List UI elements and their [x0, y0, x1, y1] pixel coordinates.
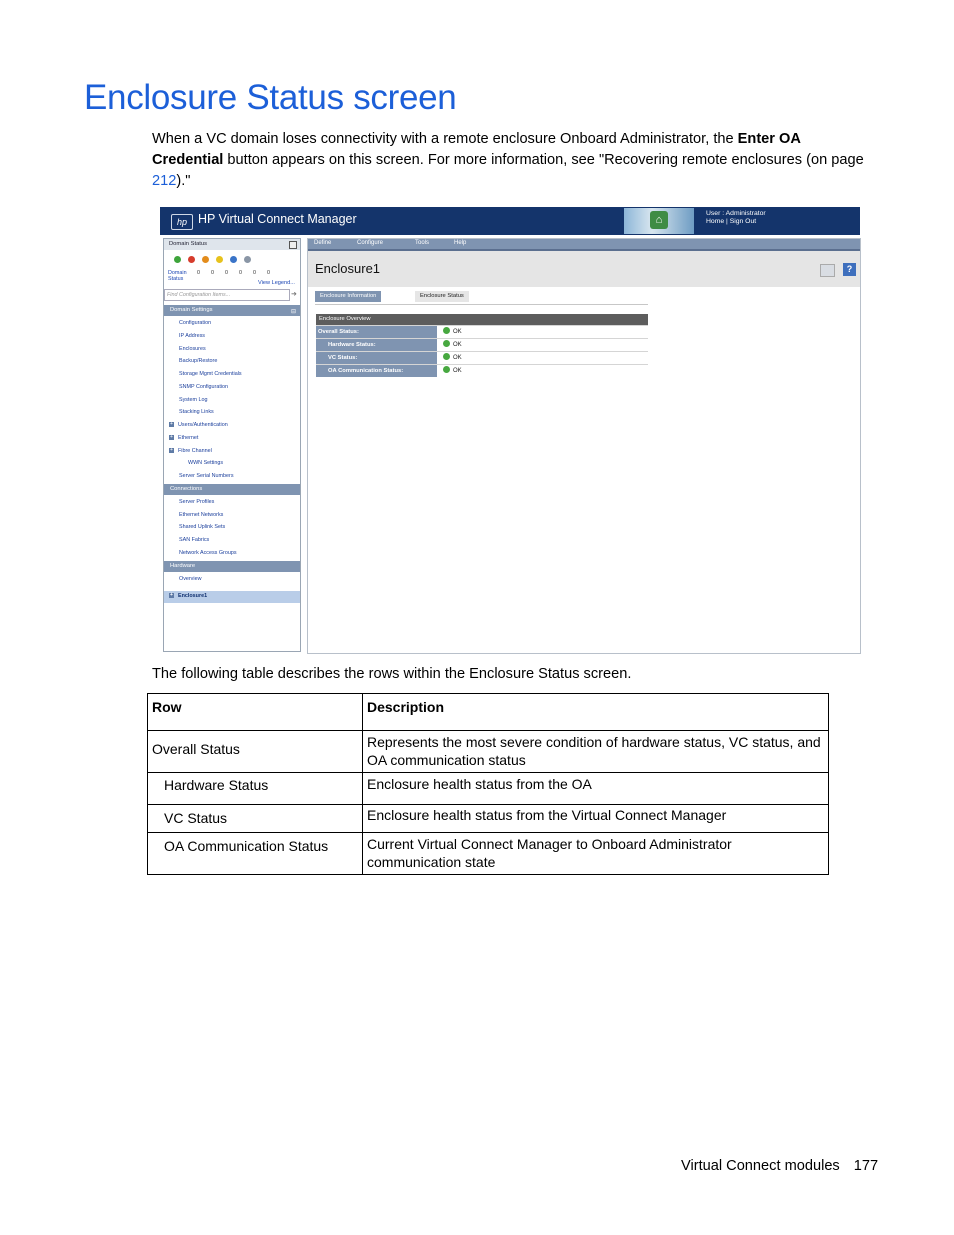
overview-header [316, 314, 648, 325]
table-row [148, 805, 829, 833]
table-header-row [148, 694, 829, 731]
overview-row [316, 338, 648, 351]
tree-item[interactable]: + Users/Authentication [169, 422, 228, 428]
page-reference-link[interactable]: 212 [152, 173, 177, 189]
row-description: Current Virtual Connect Manager to Onboard Administrator communication state [363, 833, 829, 875]
section-label: Domain Settings [170, 307, 213, 313]
main-panel [307, 238, 861, 654]
overview-row [316, 351, 648, 364]
overview-row [316, 364, 648, 377]
overview-row [316, 325, 648, 338]
ok-status-value: OK [438, 339, 462, 351]
domain-status-link[interactable]: Domain Status [168, 270, 187, 282]
nav-item[interactable]: System Log [179, 397, 208, 403]
menu-help[interactable]: Help [454, 240, 467, 246]
row-name: VC Status [148, 805, 363, 833]
section-label: Hardware [170, 563, 196, 569]
app-title: HP Virtual Connect Manager [198, 212, 357, 226]
row-description: Enclosure health status from the Virtual Connect Manager [363, 805, 829, 833]
page-title: Enclosure Status screen [84, 78, 457, 117]
vc-manager-screenshot [160, 207, 860, 654]
tab-enclosure-information[interactable]: Enclosure Information [315, 291, 381, 302]
domain-status-header [164, 239, 300, 250]
intro-text: When a VC domain loses connectivity with a remote enclosure Onboard Administrator, the [152, 131, 738, 147]
warning-status-icon [216, 256, 223, 263]
nav-item[interactable]: Overview [179, 576, 202, 582]
find-go-icon[interactable]: ➜ [291, 291, 297, 298]
menu-bar [308, 239, 860, 251]
nav-item[interactable]: IP Address [179, 333, 205, 339]
nav-item[interactable]: Configuration [179, 320, 212, 326]
ok-status-value: OK [438, 365, 462, 377]
user-label: User : Administrator [706, 210, 766, 217]
count-warning: 0 [239, 270, 242, 276]
intro-paragraph [152, 129, 874, 192]
nav-item[interactable]: Storage Mgmt Credentials [179, 371, 242, 377]
tab-divider [315, 304, 648, 305]
status-rows-table [147, 693, 829, 875]
sidebar [163, 238, 301, 652]
table-row [148, 773, 829, 805]
table-caption: The following table describes the rows within the Enclosure Status screen. [152, 666, 632, 682]
row-name: Hardware Status [148, 773, 363, 805]
count-unknown: 0 [267, 270, 270, 276]
overview-label: Hardware Status: [316, 339, 437, 351]
info-status-icon [230, 256, 237, 263]
row-name: OA Communication Status [148, 833, 363, 875]
section-hardware[interactable] [164, 561, 300, 572]
domain-status-label: Domain Status [169, 241, 208, 247]
header-banner-image [624, 208, 694, 234]
nav-item[interactable]: Enclosures [179, 346, 206, 352]
menu-define[interactable]: Define [314, 240, 332, 246]
overview-label: VC Status: [316, 352, 437, 364]
section-connections[interactable] [164, 484, 300, 495]
nav-item[interactable]: SAN Fabrics [179, 537, 210, 543]
overview-label: Overall Status: [316, 326, 437, 338]
enclosure-title: Enclosure1 [315, 261, 381, 276]
print-icon[interactable] [820, 264, 835, 277]
nav-item[interactable]: Network Access Groups [179, 550, 237, 556]
find-config-input[interactable]: Find Configuration Items... [164, 289, 290, 301]
nav-item[interactable]: WWN Settings [188, 460, 224, 466]
count-major: 0 [225, 270, 228, 276]
intro-text-end: )." [176, 173, 191, 189]
critical-status-icon [188, 256, 195, 263]
nav-item[interactable]: Backup/Restore [179, 358, 218, 364]
menu-configure[interactable]: Configure [357, 240, 384, 246]
section-label: Connections [170, 486, 203, 492]
app-header [160, 207, 860, 235]
unknown-status-icon [244, 256, 251, 263]
help-icon[interactable]: ? [843, 263, 856, 276]
collapse-icon[interactable] [289, 241, 297, 249]
count-critical: 0 [211, 270, 214, 276]
view-legend-link[interactable]: View Legend... [258, 280, 295, 286]
ok-status-icon [174, 256, 181, 263]
hp-logo-icon: hp [171, 214, 193, 230]
section-toggle-icon[interactable]: ⊟ [290, 309, 296, 315]
user-info [706, 210, 766, 226]
page-footer [681, 1158, 878, 1174]
tree-item[interactable]: + Ethernet [169, 435, 198, 441]
count-info: 0 [253, 270, 256, 276]
intro-text-cont: button appears on this screen. For more information, see "Recovering remote enclosures (on page [223, 152, 864, 168]
nav-item[interactable]: Server Serial Numbers [179, 473, 234, 479]
sign-out-link[interactable]: Sign Out [729, 218, 757, 225]
ok-status-value: OK [438, 352, 462, 364]
nav-item[interactable]: SNMP Configuration [179, 384, 229, 390]
major-status-icon [202, 256, 209, 263]
row-description: Represents the most severe condition of hardware status, VC status, and OA communication status [363, 731, 829, 773]
nav-item[interactable]: Ethernet Networks [179, 512, 224, 518]
table-row [148, 833, 829, 875]
page-number: 177 [853, 1158, 879, 1174]
row-name: Overall Status [148, 731, 363, 773]
nav-item[interactable]: Server Profiles [179, 499, 215, 505]
col-header-row: Row [148, 694, 363, 731]
tab-enclosure-status[interactable]: Enclosure Status [415, 291, 469, 302]
ok-status-value: OK [438, 326, 462, 338]
section-domain-settings[interactable] [164, 305, 300, 316]
tree-item-enclosure1[interactable]: + Enclosure1 [169, 593, 207, 599]
nav-item[interactable]: Stacking Links [179, 409, 214, 415]
enter-oa-credential-term: Enter OA Credential [152, 131, 801, 168]
overview-header-label: Enclosure Overview [319, 316, 371, 322]
overview-label: OA Communication Status: [316, 365, 437, 377]
table-row [148, 731, 829, 773]
content-title-bar [308, 251, 860, 287]
nav-item[interactable]: Shared Uplink Sets [179, 524, 226, 530]
menu-tools[interactable]: Tools [415, 240, 430, 246]
footer-text: Virtual Connect modules [681, 1158, 840, 1174]
col-header-description: Description [363, 694, 829, 731]
home-building-icon: ⌂ [650, 211, 668, 229]
count-ok: 0 [197, 270, 200, 276]
link-separator: | [726, 218, 728, 225]
row-description: Enclosure health status from the OA [363, 773, 829, 805]
tree-item[interactable]: + Fibre Channel [169, 448, 212, 454]
home-link[interactable]: Home [706, 218, 725, 225]
